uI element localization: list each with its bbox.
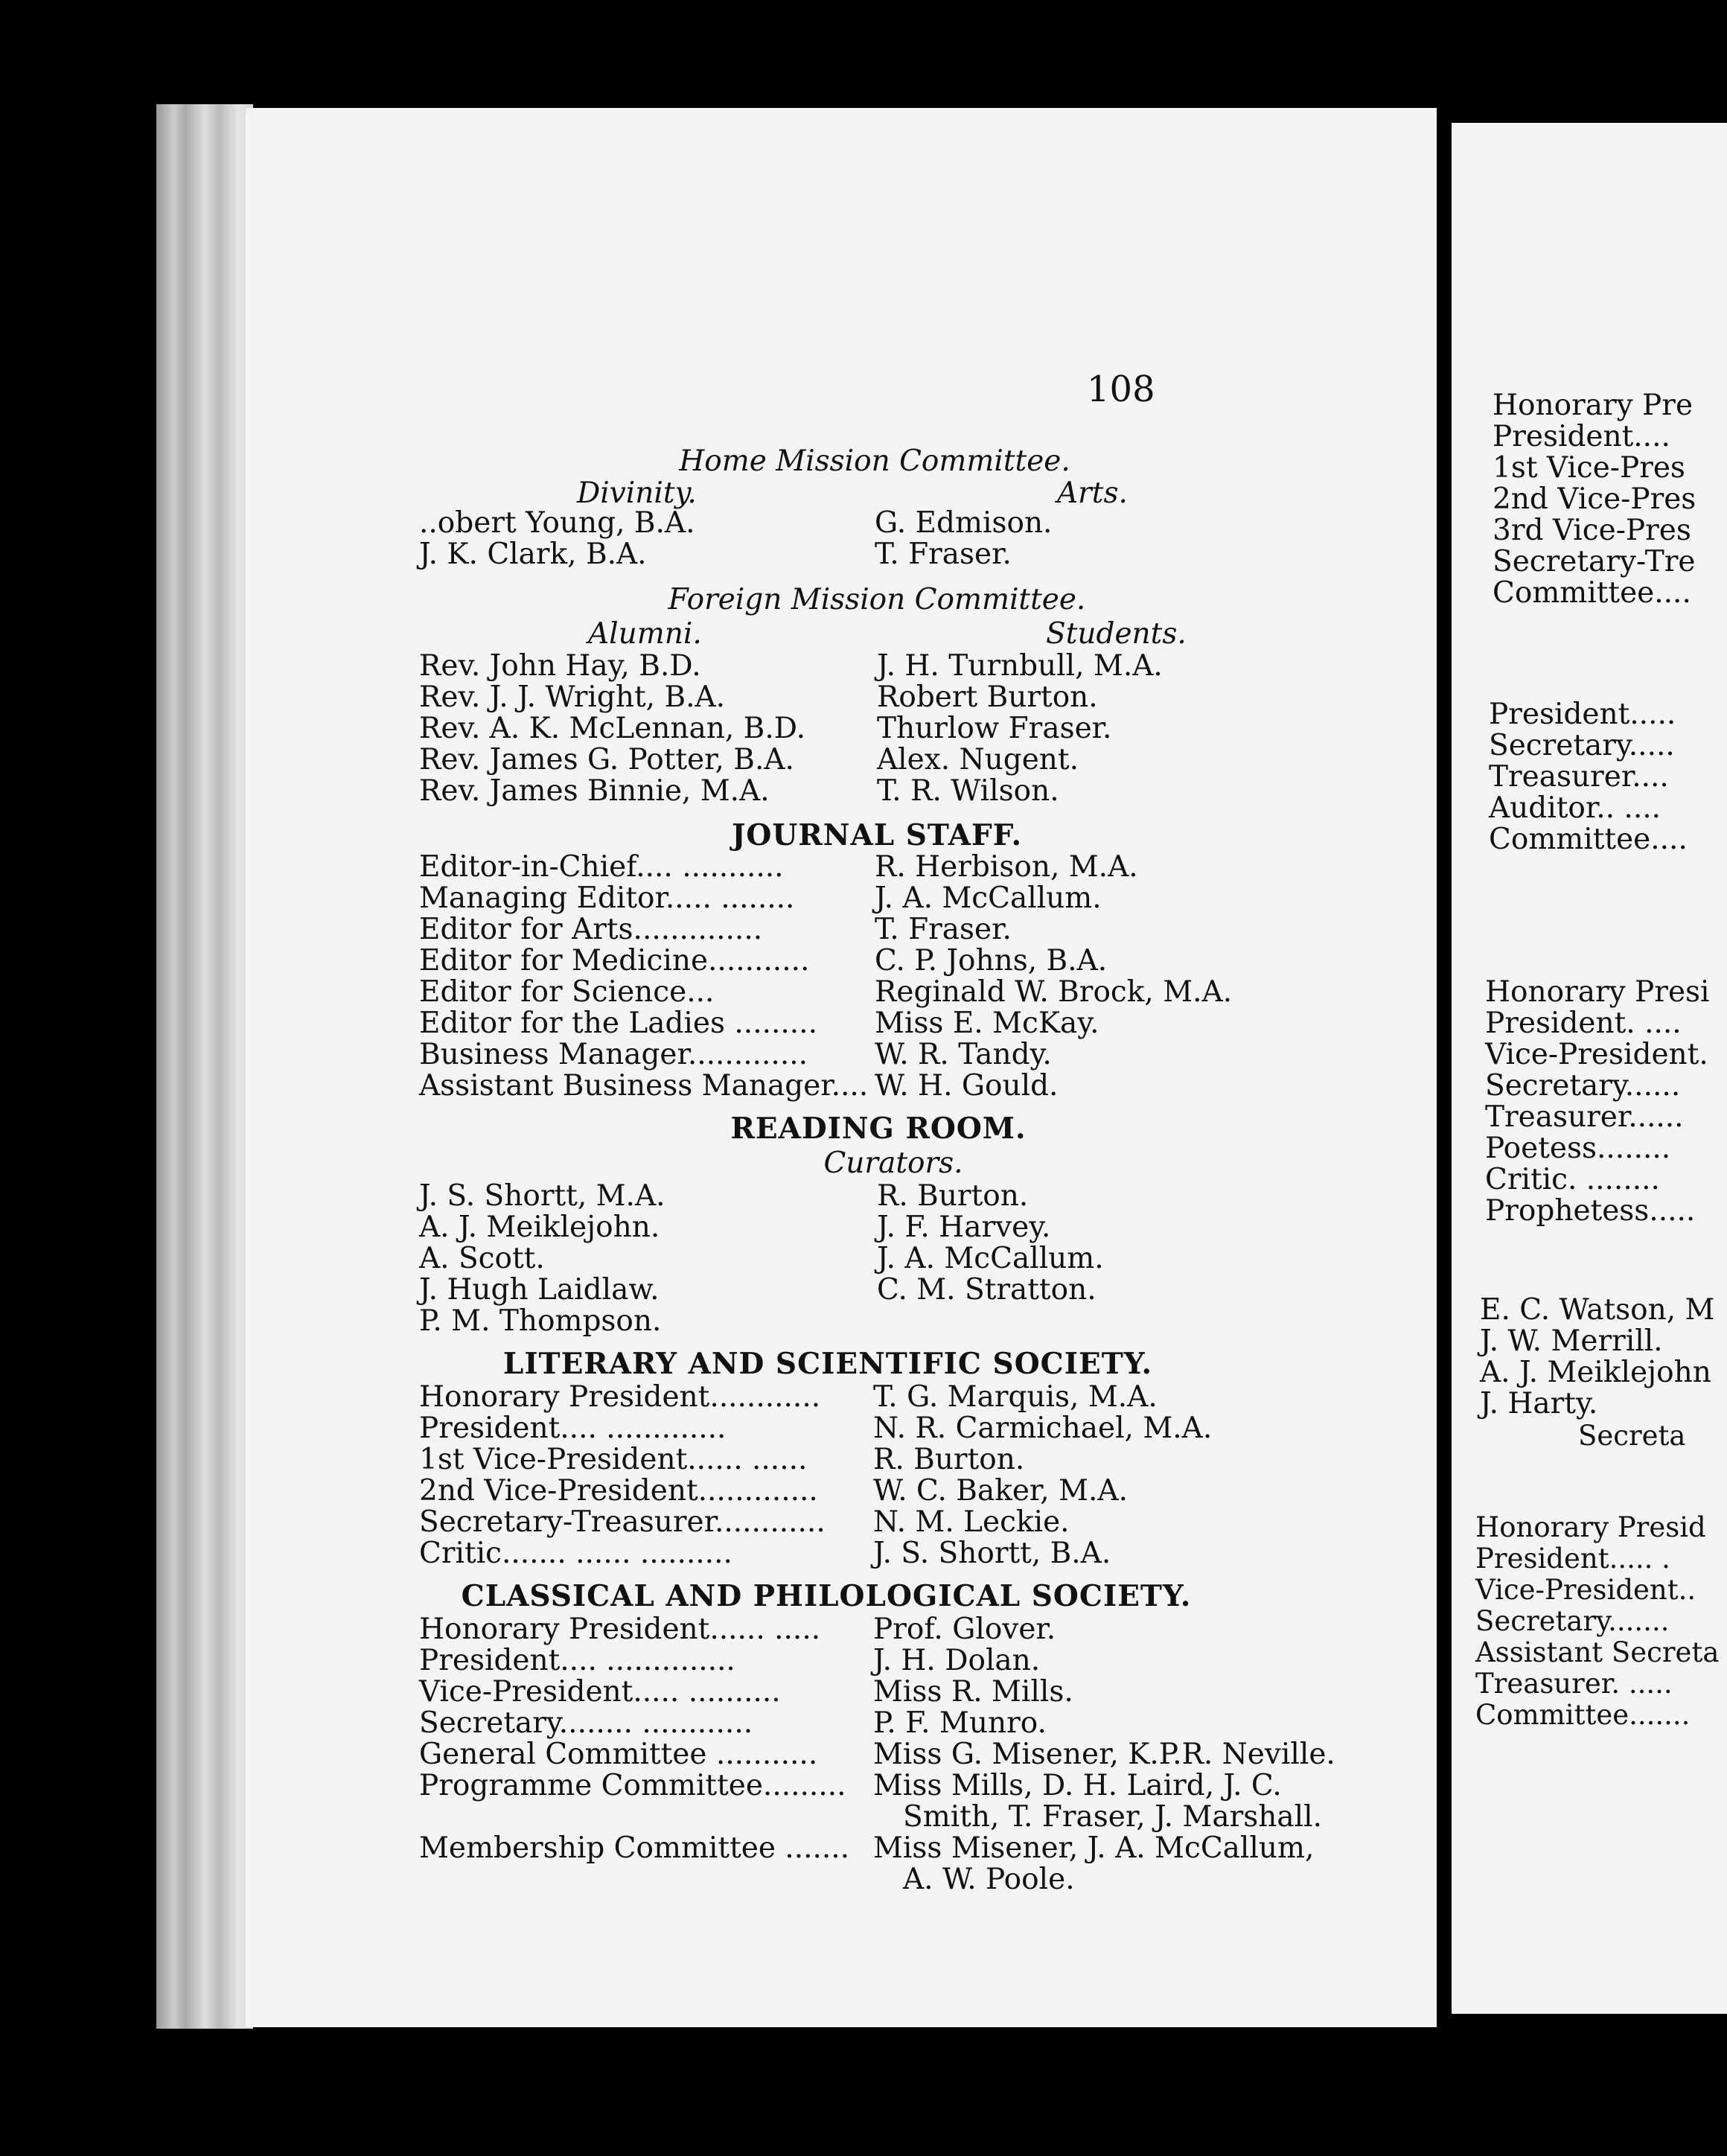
literary-society-name: N. M. Leckie.: [873, 1505, 1070, 1539]
journal-staff-name: J. A. McCallum.: [875, 881, 1102, 915]
right-block5-line: President..... .: [1475, 1543, 1670, 1575]
literary-society-role: 1st Vice-President...... ......: [419, 1443, 808, 1476]
classical-society-name: J. H. Dolan.: [873, 1644, 1041, 1677]
right-block5-line: Committee.......: [1475, 1699, 1691, 1731]
foreign-mission-col1-head: Alumni.: [588, 617, 702, 651]
curator-name: R. Burton.: [877, 1179, 1029, 1213]
journal-staff-name: W. R. Tandy.: [875, 1038, 1052, 1071]
classical-society-name-cont: A. W. Poole.: [903, 1863, 1075, 1896]
right-page: [1452, 123, 1727, 2014]
right-block3-line: Vice-President.: [1485, 1038, 1708, 1071]
right-block3-line: President. ....: [1485, 1007, 1682, 1040]
journal-staff-role: Editor for the Ladies .........: [419, 1007, 817, 1040]
journal-staff-role: Assistant Business Manager....: [419, 1069, 869, 1103]
classical-society-role: President.... ..............: [419, 1644, 735, 1677]
literary-society-title: LITERARY AND SCIENTIFIC SOCIETY.: [502, 1347, 1153, 1381]
curator-name: J. Hugh Laidlaw.: [419, 1273, 660, 1307]
literary-society-name: T. G. Marquis, M.A.: [873, 1380, 1158, 1414]
foreign-mission-member: Rev. A. K. McLennan, B.D.: [419, 712, 806, 745]
right-block3-line: Honorary Presi: [1485, 975, 1710, 1009]
right-block1-line: Secretary-Tre: [1493, 545, 1696, 578]
home-mission-member: ..obert Young, B.A.: [419, 506, 695, 540]
curator-name: J. A. McCallum.: [877, 1242, 1104, 1275]
classical-society-role: Programme Committee.........: [419, 1769, 846, 1802]
right-block3-line: Secretary......: [1485, 1069, 1681, 1103]
journal-staff-role: Managing Editor..... ........: [419, 881, 795, 915]
literary-society-name: R. Burton.: [873, 1443, 1025, 1476]
classical-society-role: Membership Committee .......: [419, 1831, 850, 1865]
right-block5-line: Honorary Presid: [1475, 1511, 1706, 1543]
right-block1-line: 1st Vice-Pres: [1493, 451, 1685, 485]
foreign-mission-member: Alex. Nugent.: [877, 743, 1079, 776]
journal-staff-name: Miss E. McKay.: [875, 1007, 1099, 1040]
right-block5-line: Vice-President..: [1475, 1574, 1696, 1606]
page-edge-stack: [156, 104, 253, 2029]
right-block4-line: A. J. Meiklejohn: [1480, 1356, 1711, 1389]
right-block3-line: Poetess........: [1485, 1132, 1671, 1165]
right-block5-line: Treasurer. .....: [1475, 1668, 1673, 1700]
foreign-mission-member: Rev. J. J. Wright, B.A.: [419, 680, 726, 714]
reading-room-title: READING ROOM.: [730, 1112, 1027, 1146]
journal-staff-name: T. Fraser.: [875, 913, 1012, 946]
journal-staff-role: Editor for Medicine...........: [419, 944, 810, 977]
curator-name: J. F. Harvey.: [877, 1211, 1051, 1244]
home-mission-member: T. Fraser.: [875, 538, 1012, 571]
left-page: [246, 108, 1437, 2027]
curator-name: C. M. Stratton.: [877, 1273, 1096, 1307]
literary-society-name: W. C. Baker, M.A.: [873, 1474, 1128, 1508]
classical-society-name: Miss R. Mills.: [873, 1675, 1073, 1709]
journal-staff-title: JOURNAL STAFF.: [731, 818, 1023, 852]
foreign-mission-member: Rev. James G. Potter, B.A.: [419, 743, 794, 776]
classical-society-name: Prof. Glover.: [873, 1613, 1056, 1646]
home-mission-member: G. Edmison.: [875, 506, 1053, 540]
home-mission-member: J. K. Clark, B.A.: [419, 538, 647, 571]
foreign-mission-col2-head: Students.: [1046, 617, 1187, 651]
foreign-mission-member: Robert Burton.: [877, 680, 1098, 714]
classical-society-role: General Committee ...........: [419, 1738, 818, 1771]
right-block4-line: J. W. Merrill.: [1480, 1324, 1663, 1358]
classical-society-name: Miss G. Misener, K.P.R. Neville.: [873, 1738, 1335, 1771]
classical-society-name: Miss Mills, D. H. Laird, J. C.: [873, 1769, 1282, 1802]
right-block3-line: Prophetess.....: [1485, 1194, 1696, 1228]
right-block4-sub: Secreta: [1578, 1420, 1686, 1452]
literary-society-name: N. R. Carmichael, M.A.: [873, 1412, 1213, 1445]
right-block4-line: E. C. Watson, M: [1480, 1293, 1715, 1327]
right-block2-line: Committee....: [1489, 823, 1688, 856]
foreign-mission-member: J. H. Turnbull, M.A.: [877, 649, 1163, 683]
right-block2-line: Secretary.....: [1489, 729, 1675, 762]
journal-staff-role: Editor for Science...: [419, 975, 715, 1009]
curator-name: J. S. Shortt, M.A.: [419, 1179, 665, 1213]
right-block2-line: Treasurer....: [1489, 760, 1669, 794]
right-block1-line: Committee....: [1493, 576, 1691, 610]
right-block2-line: President.....: [1489, 698, 1676, 731]
journal-staff-role: Editor for Arts..............: [419, 913, 763, 946]
journal-staff-name: Reginald W. Brock, M.A.: [875, 975, 1233, 1009]
page-number: 108: [1087, 369, 1155, 410]
right-block5-line: Assistant Secreta: [1475, 1636, 1720, 1668]
right-block1-line: President....: [1493, 420, 1670, 453]
classical-society-name: P. F. Munro.: [873, 1706, 1047, 1740]
classical-society-role: Vice-President..... ..........: [419, 1675, 781, 1709]
literary-society-role: Secretary-Treasurer............: [419, 1505, 826, 1539]
reading-room-subtitle: Curators.: [823, 1146, 963, 1180]
classical-society-role: Secretary........ ............: [419, 1706, 753, 1740]
foreign-mission-member: T. R. Wilson.: [877, 774, 1059, 808]
curator-name: A. Scott.: [419, 1242, 545, 1275]
foreign-mission-member: Rev. James Binnie, M.A.: [419, 774, 770, 808]
right-block3-line: Critic. ........: [1485, 1163, 1660, 1196]
home-mission-title: Home Mission Committee.: [679, 444, 1070, 478]
foreign-mission-title: Foreign Mission Committee.: [668, 583, 1086, 616]
curator-name: A. J. Meiklejohn.: [419, 1211, 660, 1244]
literary-society-role: President.... .............: [419, 1412, 727, 1445]
journal-staff-role: Business Manager.............: [419, 1038, 808, 1071]
classical-society-title: CLASSICAL AND PHILOLOGICAL SOCIETY.: [461, 1579, 1192, 1613]
literary-society-role: Critic....... ...... ..........: [419, 1537, 732, 1570]
literary-society-name: J. S. Shortt, B.A.: [873, 1537, 1111, 1570]
right-block1-line: Honorary Pre: [1493, 389, 1694, 422]
journal-staff-name: R. Herbison, M.A.: [875, 850, 1138, 884]
right-block2-line: Auditor.. ....: [1489, 791, 1661, 825]
right-block1-line: 3rd Vice-Pres: [1493, 514, 1691, 547]
home-mission-col1-head: Divinity.: [577, 476, 697, 510]
classical-society-name-cont: Smith, T. Fraser, J. Marshall.: [903, 1800, 1322, 1834]
home-mission-col2-head: Arts.: [1057, 476, 1128, 510]
classical-society-name: Miss Misener, J. A. McCallum,: [873, 1831, 1315, 1865]
right-block3-line: Treasurer......: [1485, 1100, 1684, 1134]
right-block4-line: J. Harty.: [1480, 1387, 1598, 1420]
journal-staff-role: Editor-in-Chief.... ...........: [419, 850, 784, 884]
journal-staff-name: W. H. Gould.: [875, 1069, 1059, 1103]
right-block1-line: 2nd Vice-Pres: [1493, 482, 1696, 516]
literary-society-role: 2nd Vice-President.............: [419, 1474, 818, 1508]
curator-name: P. M. Thompson.: [419, 1304, 662, 1338]
classical-society-role: Honorary President...... .....: [419, 1613, 821, 1646]
journal-staff-name: C. P. Johns, B.A.: [875, 944, 1108, 977]
literary-society-role: Honorary President............: [419, 1380, 821, 1414]
right-block5-line: Secretary.......: [1475, 1605, 1670, 1637]
foreign-mission-member: Thurlow Fraser.: [877, 712, 1112, 745]
foreign-mission-member: Rev. John Hay, B.D.: [419, 649, 701, 683]
